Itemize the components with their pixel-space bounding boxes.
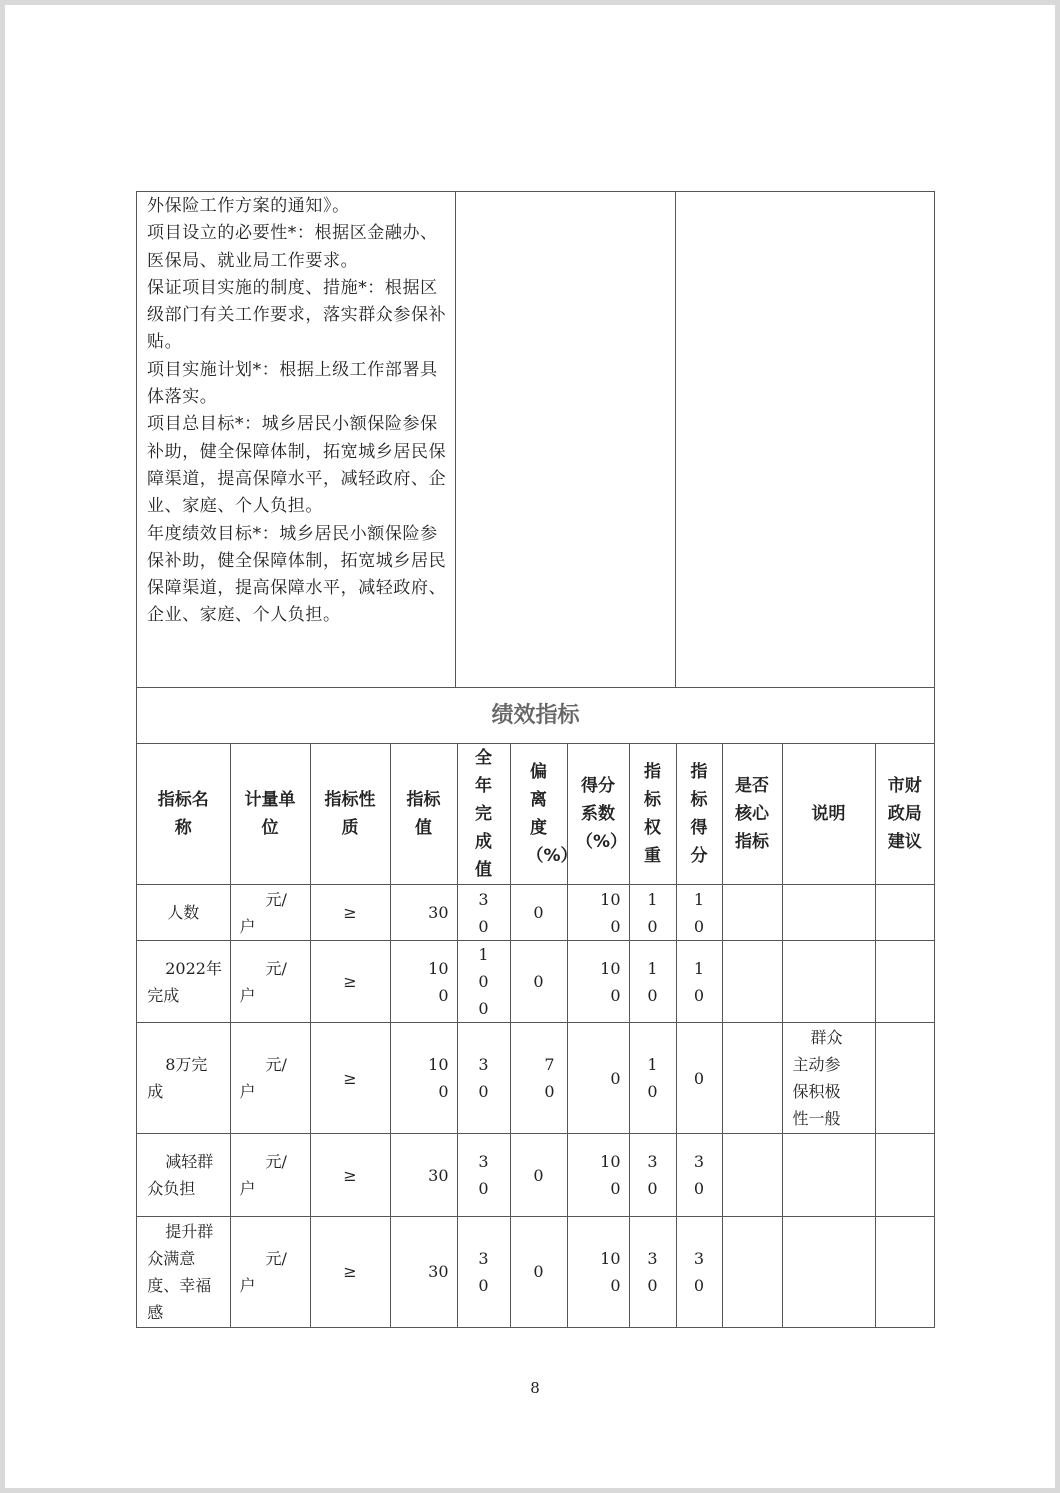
indicator-table xyxy=(137,744,934,1327)
header-indicator-name: 指标名称 xyxy=(137,744,230,885)
cell-unit: 元/户 xyxy=(230,885,310,941)
cell-advice xyxy=(875,885,934,941)
cell-value: 100 xyxy=(390,1023,457,1134)
cell-advice xyxy=(875,1217,934,1327)
page-number: 8 xyxy=(530,1379,540,1397)
cell-weight: 10 xyxy=(629,1023,676,1134)
cell-deviation: 0 xyxy=(510,1134,567,1217)
cell-core xyxy=(722,1023,782,1134)
cell-nature: ≥ xyxy=(310,1134,390,1217)
header-value: 指标值 xyxy=(390,744,457,885)
empty-cell xyxy=(676,192,934,687)
table-row xyxy=(137,941,934,1023)
cell-advice xyxy=(875,1134,934,1217)
cell-deviation: 0 xyxy=(510,941,567,1023)
cell-score: 30 xyxy=(676,1134,722,1217)
cell-name: 提升群众满意度、幸福感 xyxy=(137,1217,230,1327)
cell-name: 人数 xyxy=(137,885,230,941)
cell-deviation: 0 xyxy=(510,1217,567,1327)
cell-nature: ≥ xyxy=(310,885,390,941)
project-description-row xyxy=(137,192,934,688)
project-description-cell xyxy=(137,192,456,687)
cell-completed: 100 xyxy=(457,941,510,1023)
table-row xyxy=(137,1217,934,1327)
cell-value: 30 xyxy=(390,1217,457,1327)
cell-note xyxy=(782,1134,875,1217)
description-paragraph: 项目总目标*：城乡居民小额保险参保补助，健全保障体制，拓宽城乡居民保障渠道，提高保障水平，减轻政府、企业、家庭、个人负担。 xyxy=(147,414,447,517)
header-nature: 指标性质 xyxy=(310,744,390,885)
cell-completed: 30 xyxy=(457,1023,510,1134)
cell-note xyxy=(782,885,875,941)
cell-value: 30 xyxy=(390,885,457,941)
cell-unit: 元/户 xyxy=(230,1134,310,1217)
cell-unit: 元/户 xyxy=(230,1023,310,1134)
header-weight: 指标权重 xyxy=(629,744,676,885)
cell-core xyxy=(722,1134,782,1217)
cell-nature: ≥ xyxy=(310,1217,390,1327)
header-core: 是否核心指标 xyxy=(722,744,782,885)
cell-coefficient: 100 xyxy=(567,885,629,941)
cell-deviation: 0 xyxy=(510,885,567,941)
description-paragraph: 年度绩效目标*：城乡居民小额保险参保补助，健全保障体制，拓宽城乡居民保障渠道，提高保障水平，减轻政府、企业、家庭、个人负担。 xyxy=(147,523,447,626)
cell-unit: 元/户 xyxy=(230,1217,310,1327)
description-paragraph: 外保险工作方案的通知》。 xyxy=(147,196,350,216)
cell-core xyxy=(722,885,782,941)
cell-core xyxy=(722,941,782,1023)
description-paragraph: 保证项目实施的制度、措施*：根据区级部门有关工作要求，落实群众参保补贴。 xyxy=(147,277,447,353)
cell-weight: 30 xyxy=(629,1217,676,1327)
cell-completed: 30 xyxy=(457,885,510,941)
project-table xyxy=(136,191,935,1328)
cell-advice xyxy=(875,941,934,1023)
document-page xyxy=(5,5,1055,1488)
header-row xyxy=(137,744,934,885)
empty-cell xyxy=(456,192,676,687)
header-coefficient: 得分系数（%） xyxy=(567,744,629,885)
cell-unit: 元/户 xyxy=(230,941,310,1023)
cell-score: 10 xyxy=(676,885,722,941)
table-row xyxy=(137,1134,934,1217)
cell-note xyxy=(782,941,875,1023)
cell-score: 30 xyxy=(676,1217,722,1327)
cell-coefficient: 100 xyxy=(567,941,629,1023)
cell-name: 2022年完成 xyxy=(137,941,230,1023)
cell-coefficient: 100 xyxy=(567,1217,629,1327)
header-deviation: 偏离度（%） xyxy=(510,744,567,885)
table-row xyxy=(137,1023,934,1134)
cell-completed: 30 xyxy=(457,1217,510,1327)
header-score: 指标得分 xyxy=(676,744,722,885)
table-row xyxy=(137,885,934,941)
description-paragraph: 项目设立的必要性*：根据区金融办、医保局、就业局工作要求。 xyxy=(147,223,438,271)
cell-note: 群众主动参保积极性一般 xyxy=(782,1023,875,1134)
cell-deviation: 70 xyxy=(510,1023,567,1134)
cell-weight: 10 xyxy=(629,885,676,941)
cell-advice xyxy=(875,1023,934,1134)
cell-name: 8万完成 xyxy=(137,1023,230,1134)
section-title: 绩效指标 xyxy=(137,688,934,744)
cell-core xyxy=(722,1217,782,1327)
cell-value: 30 xyxy=(390,1134,457,1217)
cell-coefficient: 100 xyxy=(567,1134,629,1217)
description-paragraph: 项目实施计划*：根据上级工作部署具体落实。 xyxy=(147,359,438,408)
cell-score: 10 xyxy=(676,941,722,1023)
header-note: 说明 xyxy=(782,744,875,885)
header-advice: 市财政局建议 xyxy=(875,744,934,885)
cell-name: 减轻群众负担 xyxy=(137,1134,230,1217)
cell-note xyxy=(782,1217,875,1327)
cell-weight: 30 xyxy=(629,1134,676,1217)
cell-completed: 30 xyxy=(457,1134,510,1217)
cell-score: 0 xyxy=(676,1023,722,1134)
cell-nature: ≥ xyxy=(310,941,390,1023)
cell-coefficient: 0 xyxy=(567,1023,629,1134)
header-unit: 计量单位 xyxy=(230,744,310,885)
header-completed: 全年完成值 xyxy=(457,744,510,885)
cell-weight: 10 xyxy=(629,941,676,1023)
cell-value: 100 xyxy=(390,941,457,1023)
cell-nature: ≥ xyxy=(310,1023,390,1134)
